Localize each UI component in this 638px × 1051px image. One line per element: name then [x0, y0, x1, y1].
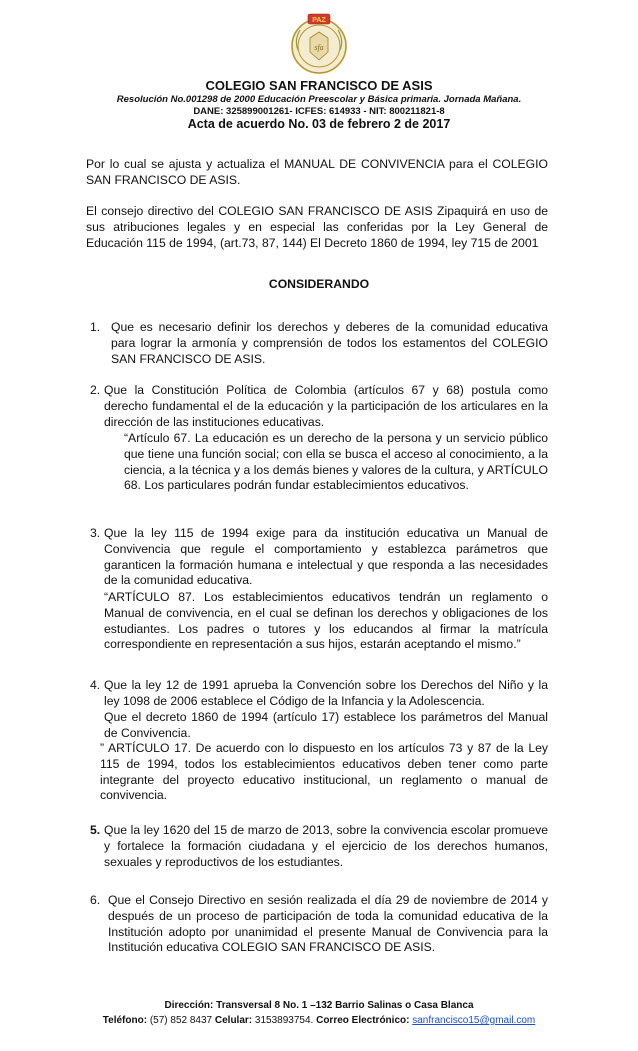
cell-value: 3153893754.	[254, 1015, 314, 1026]
list-item-text: Que la Constitución Política de Colombia (artículos 67 y 68) postula como derecho fundamental el de la educación y la participación de los articulares en la dirección de las instituciones educativas.	[104, 383, 548, 429]
footer-contact	[0, 1015, 638, 1026]
email-label: Correo Electrónico:	[316, 1015, 410, 1026]
school-crest-logo	[286, 10, 352, 76]
resolution-line: Resolución No.001298 de 2000 Educación Preescolar y Básica primaria. Jornada Mañana.	[116, 94, 522, 105]
item-number: 4.	[90, 678, 101, 692]
list-item-quote: “Artículo 67. La educación es un derecho de la persona y un servicio público que tiene una función social; con ella se busca el acceso al conocimiento, a la ciencia, a la técnica y a los demás bienes y valores de la cultura, y ARTÍCULO 68. Los particulares podrán fundar establecimientos educativos.	[124, 431, 548, 493]
item-number: 2.	[90, 383, 101, 397]
cell-label: Celular:	[214, 1015, 253, 1026]
phone-label: Teléfono:	[102, 1015, 148, 1026]
svg-text:PAZ: PAZ	[312, 17, 326, 24]
phone-value: (57) 852 8437	[149, 1015, 213, 1026]
item-number: 5.	[90, 823, 101, 837]
considerando-heading: CONSIDERANDO	[268, 277, 370, 291]
identifiers-line: DANE: 325899001261- ICFES: 614933 - NIT: 800211821-8	[193, 106, 445, 117]
list-item-text-b: Que el decreto 1860 de 1994 (artículo 17) establece los parámetros del Manual de Convivencia.	[104, 710, 548, 740]
acta-title: Acta de acuerdo No. 03 de febrero 2 de 2017	[187, 117, 451, 131]
intro-paragraph-2: El consejo directivo del COLEGIO SAN FRANCISCO DE ASIS Zipaquirá en uso de sus atribuciones legales y en especial las conferidas por la Ley General de Educación 115 de 1994, (art.73, 87, 144) El Decreto 1860 de 1994, ley 715 de 2001	[86, 204, 548, 250]
item-number: 3.	[90, 526, 101, 540]
list-item-text: Que la ley 115 de 1994 exige para da institución educativa un Manual de Convivencia que regule el comportamiento y establezca parámetros que garanticen la formación humana e intelectual y que responda a las necesidades de la comunidad educativa.	[104, 526, 548, 588]
list-item-quote: “ARTÍCULO 87. Los establecimientos educativos tendrán un reglamento o Manual de convivencia, en el cual se definan los derechos y obligaciones de los estudiantes. Los padres o tutores y los educandos al firmar la matrícula correspondiente en representación a sus hijos, estarán aceptando el mismo.”	[104, 590, 548, 652]
email-link[interactable]: sanfrancisco15@gmail.com	[412, 1015, 536, 1026]
item-number: 1.	[90, 320, 101, 334]
list-item-text: Que la ley 12 de 1991 aprueba la Convención sobre los Derechos del Niño y la ley 1098 de 2006 establece el Código de la Infancia y la Adolescencia.	[104, 678, 548, 708]
list-item-text: Que es necesario definir los derechos y deberes de la comunidad educativa para lograr la armonía y comprensión de todos los estamentos del COLEGIO SAN FRANCISCO DE ASIS.	[111, 320, 548, 366]
intro-paragraph-1: Por lo cual se ajusta y actualiza el MANUAL DE CONVIVENCIA para el COLEGIO SAN FRANCISCO DE ASIS.	[86, 157, 548, 187]
svg-text:sfa: sfa	[314, 43, 324, 52]
footer-address: Dirección: Transversal 8 No. 1 –132 Barrio Salinas o Casa Blanca	[164, 1000, 474, 1011]
list-item-text: Que la ley 1620 del 15 de marzo de 2013, sobre la convivencia escolar promueve y fortalece la formación ciudadana y el ejercicio de los derechos humanos, sexuales y reproductivos de los estudiantes.	[104, 823, 548, 869]
list-item-text: Que el Consejo Directivo en sesión realizada el día 29 de noviembre de 2014 y después de un proceso de participación de toda la comunidad educativa de la Institución adopto por unanimidad el presente Manual de Convivencia para la Institución educativa COLEGIO SAN FRANCISCO DE ASIS.	[108, 893, 548, 955]
school-name: COLEGIO SAN FRANCISCO DE ASIS	[205, 78, 433, 93]
list-item-quote: ” ARTÍCULO 17. De acuerdo con lo dispuesto en los artículos 73 y 87 de la Ley 115 de 1994, todos los establecimientos educativos deben tener como parte integrante del proyecto educativo institucional, un reglamento o manual de convivencia.	[100, 741, 548, 803]
item-number: 6.	[90, 893, 101, 907]
